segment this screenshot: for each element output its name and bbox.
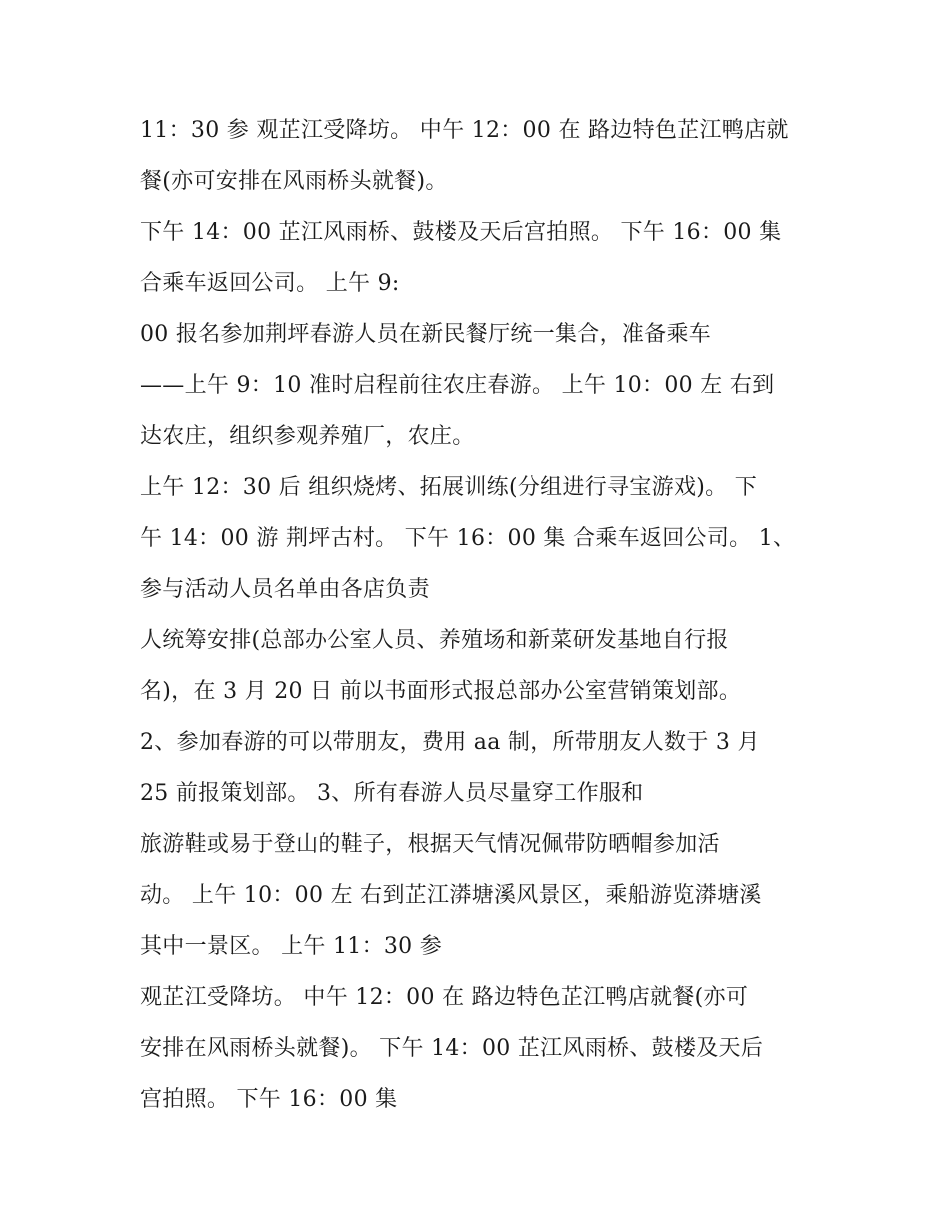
text-line-18: 观芷江受降坊。 中午 12：00 在 路边特色芷江鸭店就餐(亦可 bbox=[140, 985, 749, 1010]
text-line-19: 安排在风雨桥头就餐)。 下午 14：00 芷江风雨桥、鼓楼及天后 bbox=[140, 1036, 764, 1061]
text-line-11: 人统筹安排(总部办公室人员、养殖场和新菜研发基地自行报 bbox=[140, 628, 729, 653]
text-line-5: 00 报名参加荆坪春游人员在新民餐厅统一集合，准备乘车 bbox=[140, 322, 712, 347]
text-line-2: 餐(亦可安排在风雨桥头就餐)。 bbox=[140, 169, 448, 194]
text-line-4: 合乘车返回公司。 上午 9: bbox=[140, 271, 400, 296]
text-line-8: 上午 12：30 后 组织烧烤、拓展训练(分组进行寻宝游戏)。 下 bbox=[140, 475, 758, 500]
text-line-3: 下午 14：00 芷江风雨桥、鼓楼及天后宫拍照。 下午 16：00 集 bbox=[140, 220, 782, 245]
text-line-9: 午 14：00 游 荆坪古村。 下午 16：00 集 合乘车返回公司。 1、 bbox=[140, 526, 796, 551]
text-line-12: 名)，在 3 月 20 日 前以书面形式报总部办公室营销策划部。 bbox=[140, 679, 742, 704]
text-line-6: ——上午 9：10 准时启程前往农庄春游。 上午 10：00 左 右到 bbox=[140, 373, 775, 398]
text-line-13: 2、参加春游的可以带朋友，费用 aa 制，所带朋友人数于 3 月 bbox=[140, 730, 760, 755]
text-line-7: 达农庄，组织参观养殖厂，农庄。 bbox=[140, 424, 475, 449]
body-text bbox=[140, 105, 830, 1125]
text-line-1: 11：30 参 观芷江受降坊。 中午 12：00 在 路边特色芷江鸭店就 bbox=[140, 118, 789, 143]
text-line-20: 宫拍照。 下午 16：00 集 bbox=[140, 1087, 398, 1112]
text-line-16: 动。 上午 10：00 左 右到芷江漭塘溪风景区，乘船游览漭塘溪 bbox=[140, 883, 762, 908]
text-line-17: 其中一景区。 上午 11：30 参 bbox=[140, 934, 443, 959]
text-line-15: 旅游鞋或易于登山的鞋子，根据天气情况佩带防晒帽参加活 bbox=[140, 832, 720, 857]
text-line-14: 25 前报策划部。 3、所有春游人员尽量穿工作服和 bbox=[140, 781, 644, 806]
text-line-10: 参与活动人员名单由各店负责 bbox=[140, 577, 430, 602]
